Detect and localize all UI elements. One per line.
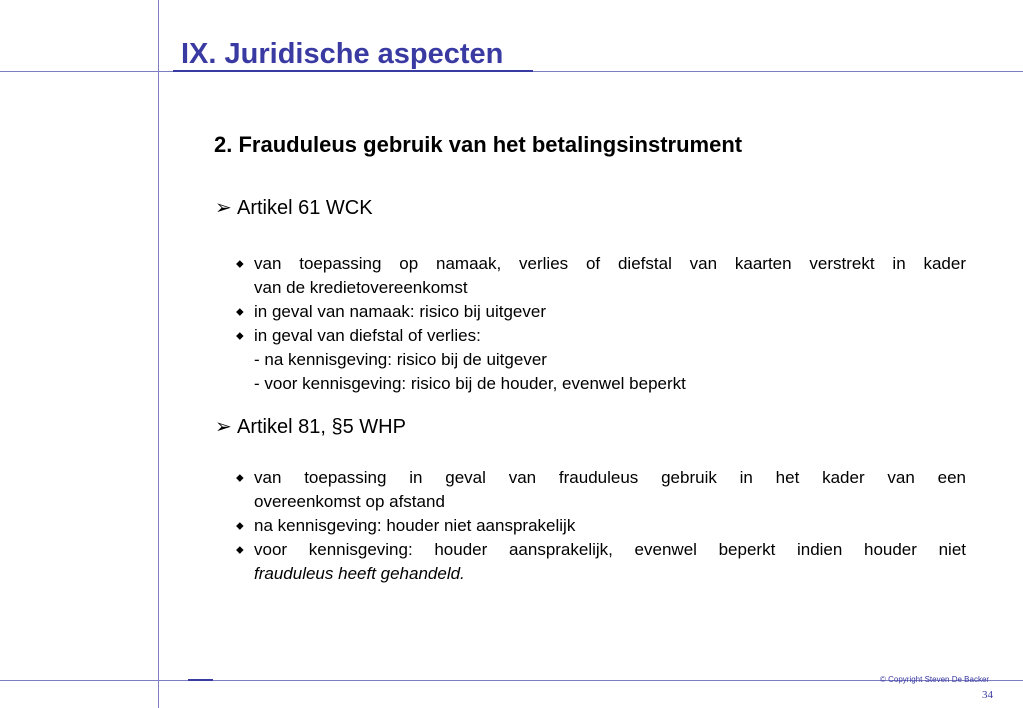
section-heading-label: Artikel 61 WCK <box>237 197 373 219</box>
section-2-list <box>236 466 966 586</box>
section-1-list <box>236 252 966 396</box>
diamond-bullet-icon: ⬥ <box>236 330 244 342</box>
diamond-bullet-icon: ⬥ <box>236 306 244 318</box>
list-item <box>236 466 966 514</box>
sub-item-text: - na kennisgeving: risico bij de uitgever <box>254 350 547 369</box>
list-item <box>236 514 966 538</box>
list-item-text-continued: overeenkomst op afstand <box>254 492 445 511</box>
section-heading-label: Artikel 81, §5 WHP <box>237 416 406 438</box>
list-item-text-continued: frauduleus heeft gehandeld. <box>254 564 465 583</box>
diamond-bullet-icon: ⬥ <box>236 472 244 484</box>
list-item <box>236 300 966 324</box>
list-item-text: van toepassing in geval van frauduleus gebruik in het kader van een <box>254 468 966 487</box>
list-item <box>236 252 966 300</box>
list-item-text: na kennisgeving: houder niet aansprakelijk <box>254 516 576 535</box>
arrow-bullet-icon: ➢ <box>215 197 232 219</box>
list-item <box>236 538 966 586</box>
section-heading-artikel-61 <box>215 195 373 220</box>
section-heading-artikel-81 <box>215 414 406 439</box>
copyright-notice: © Copyright Steven De Backer <box>880 675 990 684</box>
footer-divider-line <box>0 680 1023 681</box>
list-item-text: in geval van diefstal of verlies: <box>254 326 481 345</box>
sub-item-text: - voor kennisgeving: risico bij de houder, evenwel beperkt <box>254 374 686 393</box>
diamond-bullet-icon: ⬥ <box>236 520 244 532</box>
diamond-bullet-icon: ⬥ <box>236 544 244 556</box>
list-item-text: van toepassing op namaak, verlies of diefstal van kaarten verstrekt in kader <box>254 254 966 273</box>
arrow-bullet-icon: ➢ <box>215 416 232 438</box>
list-item-text: in geval van namaak: risico bij uitgever <box>254 302 546 321</box>
slide-subtitle: 2. Frauduleus gebruik van het betalingsinstrument <box>214 132 743 157</box>
page-number: 34 <box>982 689 993 701</box>
footer-accent-mark <box>188 679 213 681</box>
list-item <box>236 324 966 396</box>
diamond-bullet-icon: ⬥ <box>236 258 244 270</box>
list-item-text: voor kennisgeving: houder aansprakelijk, evenwel beperkt indien houder niet <box>254 540 966 559</box>
left-divider-line <box>158 0 159 708</box>
slide-title: IX. Juridische aspecten <box>181 38 504 70</box>
list-item-text-continued: van de kredietovereenkomst <box>254 278 468 297</box>
